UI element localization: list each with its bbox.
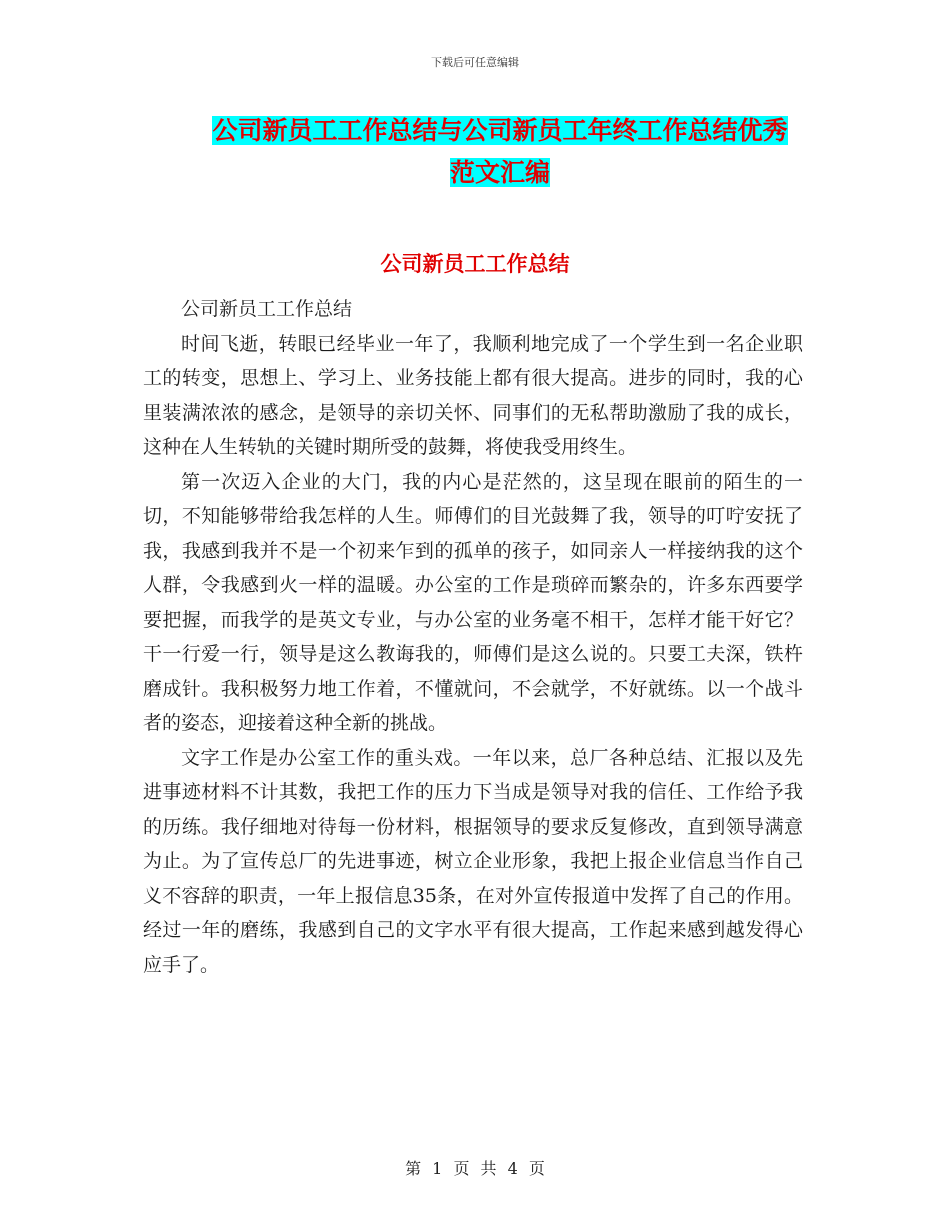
paragraph-subheading: 公司新员工工作总结 — [181, 298, 353, 320]
document-title-line-1: 公司新员工工作总结与公司新员工年终工作总结优秀 — [212, 116, 788, 145]
document-body — [143, 292, 803, 982]
section-title: 公司新员工工作总结 — [380, 252, 570, 276]
paragraph: 文字工作是办公室工作的重头戏。一年以来，总厂各种总结、汇报以及先进事迹材料不计其数，我把工作的压力下当成是领导对我的信任、工作给予我的历练。我仔细地对待每一份材料，根据领导的要求反复修改，直到领导满意为止。为了宣传总厂的先进事迹，树立企业形象，我把上报企业信息当作自己义不容辞的职责，一年上报信息35条，在对外宣传报道中发挥了自己的作用。经过一年的磨练，我感到自己的文字水平有很大提高，工作起来感到越发得心应手了。 — [143, 746, 803, 976]
page-number-footer: 第 1 页 共 4 页 — [405, 1159, 545, 1178]
paragraph: 第一次迈入企业的大门，我的内心是茫然的，这呈现在眼前的陌生的一切，不知能够带给我怎样的人生。师傅们的目光鼓舞了我，领导的叮咛安抚了我，我感到我并不是一个初来乍到的孤单的孩子，如同亲人一样接纳我的这个人群，令我感到火一样的温暖。办公室的工作是琐碎而繁杂的，许多东西要学要把握，而我学的是英文专业，与办公室的业务毫不相干，怎样才能干好它？干一行爱一行，领导是这么教诲我的，师傅们是这么说的。只要工夫深，铁杵磨成针。我积极努力地工作着，不懂就问，不会就学，不好就练。以一个战斗者的姿态，迎接着这种全新的挑战。 — [143, 470, 803, 734]
document-title-line-2: 范文汇编 — [449, 158, 550, 187]
header-note: 下载后可任意编辑 — [431, 56, 519, 69]
paragraph: 时间飞逝，转眼已经毕业一年了，我顺利地完成了一个学生到一名企业职工的转变，思想上、学习上、业务技能上都有很大提高。进步的同时，我的心里装满浓浓的感念，是领导的亲切关怀、同事们的无私帮助激励了我的成长，这种在人生转轨的关键时期所受的鼓舞，将使我受用终生。 — [143, 332, 803, 458]
document-title — [150, 110, 850, 194]
